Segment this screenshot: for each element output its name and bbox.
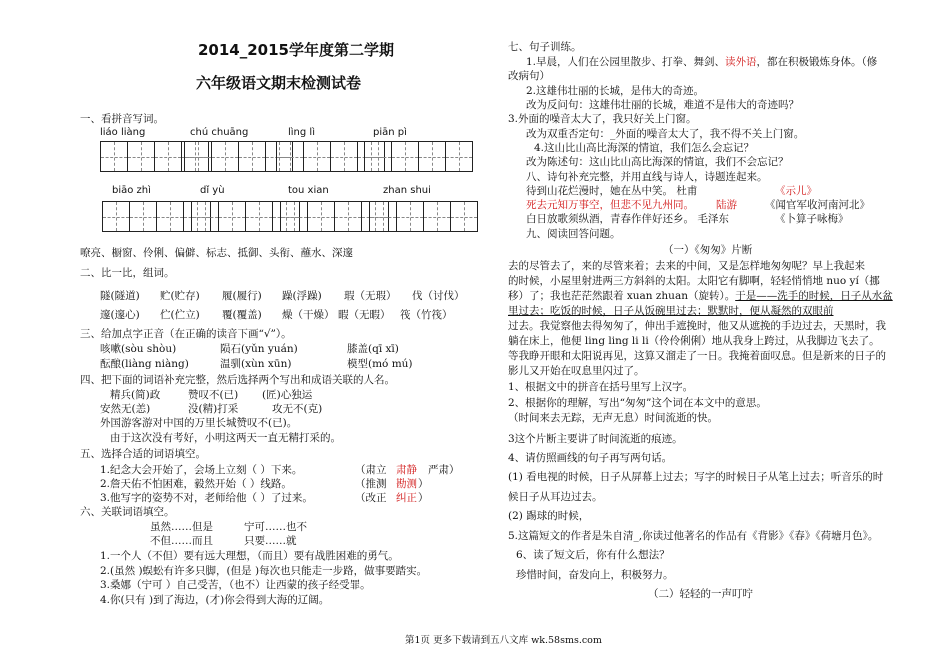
conj-line: 4.你(只有 )到了海边，(才)你会得到大海的辽阔。	[100, 594, 330, 606]
fill-question: 3.他写字的姿势不对，老师给他（ ）了过来。	[100, 492, 313, 504]
conj-option: 宁可……也不	[244, 521, 307, 533]
sentence-line	[526, 55, 877, 69]
pinyin: dǐ yù	[200, 185, 225, 196]
fill-answer: 肃静	[396, 464, 417, 476]
reading-title: （二）轻轻的一声叮咛	[648, 588, 753, 600]
pron-item: 酝酿(liàng niàng)	[100, 358, 189, 370]
fill-answer: 纠正	[396, 492, 417, 504]
text: 移）了；我也茫茫然跟着 xuan zhuan（旋转）。	[508, 290, 736, 302]
red-text: 读外语	[725, 56, 757, 68]
poet: 陆游	[716, 199, 737, 211]
answer-line: 由于这次没有考好，小明这两天一直无精打采的。	[110, 432, 341, 444]
fill-option: （推测	[355, 478, 387, 490]
section-1-heading: 一、看拼音写词。	[80, 113, 164, 125]
compare-item: 躁(浮躁)	[282, 290, 322, 302]
compare-item: 暇（无暇）	[338, 309, 391, 321]
idiom-item: (匠)心独运	[262, 389, 313, 401]
fill-option: ）	[418, 492, 429, 504]
passage-line: 去的尽管去了，来的尽管来着；去来的中间，又是怎样地匆匆呢？早上我起来	[508, 260, 865, 272]
compare-item: 伐（讨伐）	[412, 290, 465, 302]
fill-option: ）	[418, 478, 429, 490]
section-6-heading: 六、关联词语填空。	[80, 506, 175, 518]
section-8-heading: 八、诗句补充完整，并用直线与诗人，诗题连起来。	[526, 171, 768, 183]
answer-line: 珍惜时间，奋发向上，积极努力。	[516, 569, 674, 581]
passage-line: 过去。我觉察他去得匆匆了，伸出手遮挽时，他又从遮挽的手边过去，天黑时，我	[508, 320, 886, 332]
text: 1.早晨，人们在公园里散步、打拳、舞剑、	[526, 56, 726, 68]
page-title: 2014_2015学年度第二学期	[198, 41, 394, 59]
fill-question: 2.詹天佑不怕困难，毅然开始（ ）线路。	[100, 478, 292, 490]
page-subtitle: 六年级语文期末检测试卷	[196, 74, 362, 92]
conj-line: 2.(虽然 )蜈蚣有许多只脚，(但是 )每次也只能走一步路，做事要踏实。	[100, 565, 428, 577]
pinyin: chú chuāng	[190, 127, 249, 138]
passage-line: 的时候，小屋里射进两三方斜斜的太阳。太阳它有脚啊，轻轻悄悄地 nuo yí（挪	[508, 275, 880, 287]
pinyin: tou xian	[288, 185, 329, 196]
text: ，都在积极锻炼身体。（修	[756, 56, 878, 68]
passage-line	[508, 289, 893, 303]
passage-line: 躺在床上，他便 ling ling li li（伶伶俐俐）地从我身上跨过，从我脚边飞去了。	[508, 335, 880, 347]
passage-line: 等我睁开眼和太阳说再见，这算又溜走了一日。我掩着面叹息。但是新来的日子的	[508, 350, 886, 362]
compare-item: 隧(隧道)	[100, 290, 140, 302]
section-3-heading: 三、给加点字正音（在正确的读音下画“√”）。	[80, 328, 292, 340]
poem-title: 《闻官军收河南河北》	[765, 199, 870, 211]
passage-line: 里过去；吃饭的时候，日子从饭碗里过去；默默时，便从凝然的双眼前	[508, 305, 834, 317]
question: 2、根据你的理解，写出“匆匆”这个词在本文中的意思。	[508, 397, 767, 409]
reading-title: （一）《匆匆》片断	[663, 244, 753, 256]
compare-item: 筏（竹筏）	[400, 309, 453, 321]
fill-option: （改正	[355, 492, 387, 504]
word-pool: 嘹亮、橱窗、伶俐、偏僻、标志、抵御、头衔、蘸水、深邃	[80, 247, 353, 259]
fill-option: （肃立	[355, 464, 387, 476]
pinyin: biāo zhì	[112, 185, 151, 196]
idiom-item: 精兵(简)政	[110, 389, 161, 401]
sentence-line: 4.这山比山高比海深的情谊，我们怎么会忘记？	[534, 142, 755, 154]
poem-line: 待到山花烂漫时，她在丛中笑。 杜甫	[526, 185, 698, 197]
idiom-item: 攻无不(克)	[272, 403, 323, 415]
compare-item: 履(履行)	[222, 290, 262, 302]
answer-line: 外国游客游对中国的万里长城赞叹不(已)。	[100, 417, 298, 429]
idiom-item: 没(精)打采	[188, 403, 239, 415]
section-2-heading: 二、比一比，组词。	[80, 267, 175, 279]
sentence-line: 改为双重否定句：_外面的噪音太大了，我不得不关上门窗。	[526, 128, 805, 140]
pron-item: 模型(mó mú)	[347, 358, 413, 370]
question: 5.这篇短文的作者是朱自清_,你读过他著名的作品有《背影》《春》《荷塘月色》。	[508, 530, 879, 542]
conj-line: 3.桑娜（宁可 ）自己受苦，（也不）让西蒙的孩子经受罪。	[100, 579, 371, 591]
question: 4、请仿照画线的句子再写两句话。	[508, 452, 673, 464]
sentence-line: 3.外面的噪音太大了，我只好关上门窗。	[508, 113, 697, 125]
conj-option: 虽然……但是	[150, 521, 213, 533]
compare-item: 瑕（无瑕）	[344, 290, 397, 302]
answer-line: (2) 踢球的时候，	[508, 510, 590, 522]
answer-line: 候日子从耳边过去。	[508, 491, 603, 503]
page-footer: 第1页 更多下载请到五八文库 wk.58sms.com	[405, 635, 602, 646]
question: 3这个片断主要讲了时间流逝的痕迹。	[508, 433, 683, 445]
section-4-heading: 四、把下面的词语补充完整，然后选择两个写出和成语关联的人名。	[80, 374, 395, 386]
sentence-line: 2.这雄伟壮丽的长城，是伟大的奇迹。	[526, 85, 705, 97]
poem-line: 白日放歌须纵酒，青春作伴好还乡。 毛泽东	[526, 213, 729, 225]
question: 1、根据文中的拼音在括号里写上汉字。	[508, 381, 694, 393]
section-7-heading: 七、句子训练。	[508, 41, 582, 53]
conj-option: 不但……而且	[150, 535, 213, 547]
idiom-item: 赞叹不(已)	[188, 389, 239, 401]
poem-title: 《示儿》	[775, 185, 817, 197]
question: 6、读了短文后，你有什么想法？	[516, 549, 670, 561]
pinyin: lìng lì	[288, 127, 315, 138]
compare-item: 覆(覆盖)	[222, 309, 262, 321]
poem-title: 《卜算子咏梅》	[775, 213, 849, 225]
fill-option: 严肃）	[428, 464, 460, 476]
fill-question: 1.纪念大会开始了，会场上立刻（ ）下来。	[100, 464, 303, 476]
pron-item: 咳嗽(sòu shòu)	[100, 343, 177, 355]
fill-answer: 勘测	[396, 478, 417, 490]
answer-line: （时间来去无踪，无声无息）时间流逝的快。	[508, 412, 718, 424]
conj-option: 只要……就	[244, 535, 297, 547]
section-5-heading: 五、选择合适的词语填空。	[80, 448, 206, 460]
section-9-heading: 九、阅读回答问题。	[526, 228, 621, 240]
writing-grid[interactable]	[369, 201, 477, 232]
pinyin: piān pì	[373, 127, 407, 138]
compare-item: 贮(贮存)	[160, 290, 200, 302]
sentence-line: 改为反问句：这雄伟壮丽的长城，难道不是伟大的奇迹吗？	[526, 99, 799, 111]
pinyin: zhan shui	[383, 185, 431, 196]
answer-line: (1) 看电视的时候，日子从屏幕上过去；写字的时候日子从笔上过去；听音乐的时	[508, 471, 884, 483]
idiom-item: 安然无(恙)	[100, 403, 151, 415]
poem-line: 死去元知万事空，但悲不见九州同。	[526, 199, 694, 211]
conj-line: 1.一个人（不但）要有远大理想，（而且）要有战胜困难的勇气。	[100, 550, 399, 562]
writing-grid[interactable]	[364, 141, 472, 172]
pinyin: liáo liàng	[100, 127, 146, 138]
sentence-line: 改病句）	[508, 70, 550, 82]
compare-item: 燥（干燥）	[282, 309, 335, 321]
underlined-text: 于是——洗手的时候，日子从水盆	[735, 290, 893, 302]
pron-item: 膝盖(qī xī)	[347, 343, 399, 355]
compare-item: 邃(邃心)	[100, 309, 140, 321]
compare-item: 伫(伫立)	[160, 309, 200, 321]
pron-item: 温驯(xùn xūn)	[220, 358, 292, 370]
passage-line: 影儿又开始在叹息里闪过了。	[508, 365, 645, 377]
pron-item: 陨石(yǔn yuán)	[220, 343, 298, 355]
sentence-line: 改为陈述句：这山比山高比海深的情谊，我们不会忘记？	[526, 156, 789, 168]
